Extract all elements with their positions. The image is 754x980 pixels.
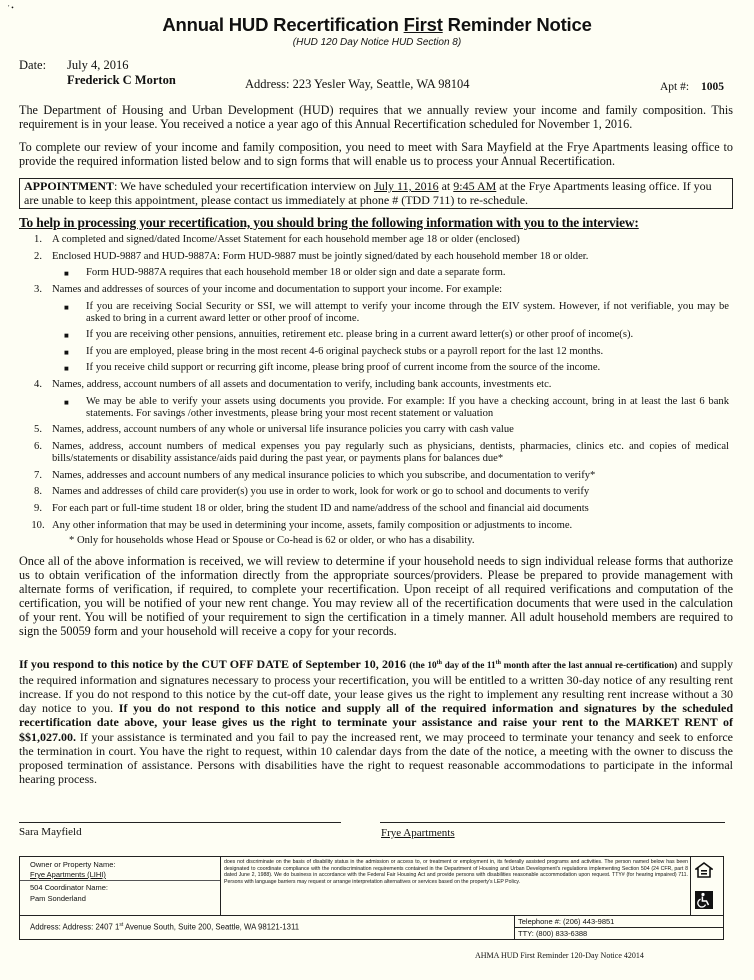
- title-post: Reminder Notice: [442, 14, 592, 35]
- appointment-date: July 11, 2016: [374, 179, 439, 193]
- form-id: AHMA HUD First Reminder 120-Day Notice 42014: [475, 951, 644, 960]
- list-item-text: For each part or full-time student 18 or older, bring the student ID and name/address of the school and financial aid documents: [52, 503, 589, 515]
- review-paragraph: Once all of the above information is received, we will review to determine if your household needs to sign individual release forms that authorize us to obtain verification of the information directly from the appropriate sources/providers. Please be prepared to provide management with alternate forms of verification, if required, to complete your recertification. Upon receipt of all required verifications and computation of the certification, you will be notified of your new rent change. You may review all of the recertification documents that were used in the calculation of your rent. You will be notified of your requirement to sign the certification in a timely manner. All adult household members are required to sign the 50059 form and your household will receive a copy for your records.: [19, 554, 733, 639]
- date-label: Date:: [19, 58, 47, 72]
- cutoff-text-1: and supply the required information and signatures necessary to process your recertification, you will be entitled to a written 30-day notice of any resulting rent increase. If you do not respond to this notice by the cut-off date, your lease gives us the right to implement any resulting rent increase without a 30 day notice to you.: [19, 657, 734, 716]
- signature-line-left: [19, 822, 341, 823]
- list-item: [24, 379, 729, 392]
- list-item-number: 9.: [34, 503, 42, 515]
- list-footnote: * Only for households whose Head or Spouse or Co-head is 62 or older, or who has a disability.: [69, 534, 475, 546]
- footer-divider-h2: [514, 927, 723, 928]
- list-item-number: 4.: [34, 379, 42, 390]
- footer-address: Address: Address: 2407 1st Avenue South, Suite 200, Seattle, WA 98121-1311: [30, 922, 300, 932]
- list-item-number: 1.: [34, 234, 42, 245]
- bullet-icon: ■: [64, 397, 69, 407]
- list-item: [24, 470, 729, 483]
- requirements-list: [24, 234, 729, 547]
- list-item: [24, 486, 729, 499]
- bullet-icon: ■: [64, 302, 69, 312]
- signature-right: Frye Apartments: [381, 827, 455, 839]
- list-item-text: Names, addresses and account numbers of any medical insurance policies to which you subscribe, and documentation to verify*: [52, 469, 596, 481]
- appointment-label: APPOINTMENT: [24, 179, 114, 193]
- tty: TTY: (800) 833-6388: [518, 929, 588, 938]
- page-subtitle: (HUD 120 Day Notice HUD Section 8): [292, 37, 462, 48]
- apt-label: Apt #:: [660, 81, 690, 93]
- title-under: First: [403, 14, 443, 35]
- list-item-text: Enclosed HUD-9887 and HUD-9887A: Form HUD-9887 must be jointly signed/dated by each household member 18 or older.: [52, 250, 589, 262]
- bullet-icon: ■: [64, 347, 69, 357]
- list-item-number: 6.: [34, 440, 42, 452]
- telephone: Telephone #: (206) 443-9851: [518, 917, 615, 926]
- page-title: [0, 14, 754, 36]
- list-item-text: Names, address, account numbers of medical expenses you pay regularly such as physicians, dentists, pharmacies, clinics etc. and copies of medical bills/statements or disability assistance/aids paid during the past year, or payments plans for balances due*: [52, 440, 729, 465]
- list-item-text: Names, address, account numbers of all assets and documentation to verify, including bank accounts, investments etc.: [52, 379, 552, 390]
- address-label: Address:: [30, 922, 61, 932]
- footer-box: [19, 856, 724, 940]
- footer-divider-v3: [690, 857, 691, 915]
- nondiscrimination-notice: does not discriminate on the basis of disability status in the admission or access to, or treatment or employment in, its federally assisted programs and activities. The person named below has been designated to coordinate compliance with the nondiscrimination requirements contained in the Department of Housing and Urban Development's regulations implementing Section 504 (24 CFR, part 8 dated June 2, 1988). We do business in accordance with the Federal Fair Housing Act and provide persons with disabilities reasonable accommodation upon request. TTY# (for hearing impaired) 711. Persons with language barriers may request or arrange interpretation alternatives or services based on the property's LEP Policy.: [224, 859, 688, 885]
- list-item: [24, 520, 729, 533]
- cutoff-small: (the 10th day of the 11th month after the last annual re-certification): [409, 660, 678, 672]
- bullet-icon: ■: [64, 364, 69, 374]
- list-item-number: 5.: [34, 423, 42, 435]
- list-item-number: 3.: [34, 284, 42, 296]
- list-subitem: [64, 301, 729, 326]
- tenant-address: Address: 223 Yesler Way, Seattle, WA 98104: [245, 77, 470, 91]
- appointment-time: 9:45 AM: [453, 179, 497, 193]
- list-item-number: 7.: [34, 469, 42, 481]
- list-item-text: Names and addresses of sources of your income and documentation to support your income. For example:: [52, 284, 503, 296]
- bullet-icon: ■: [64, 269, 69, 279]
- meeting-paragraph: To complete our review of your income and family composition, you need to meet with Sara Mayfield at the Frye Apartments leasing office to provide the required information listed below and to sign forms that will enable us to process your Annual Recertification.: [19, 140, 733, 168]
- appointment-box: [19, 178, 733, 209]
- list-item-text: Names and addresses of child care provider(s) you use in order to work, look for work or go to school and documents to verify: [52, 486, 590, 498]
- list-item: [24, 234, 729, 247]
- appointment-text-2: at: [438, 179, 454, 193]
- footer-divider-h: [20, 915, 723, 916]
- list-subitem: [64, 267, 729, 281]
- list-item-text: Names, address, account numbers of any whole or universal life insurance policies you carry with cash value: [52, 423, 514, 435]
- list-subitem: [64, 329, 729, 343]
- coordinator-label: 504 Coordinator Name:: [30, 883, 108, 892]
- list-subitem: [64, 346, 729, 360]
- list-subitem-text: We may be able to verify your assets using documents you provide. For example: If you have a checking account, bring in at least the last 6 bank statements. For savings /other investments, please bring your most recent statement or valuation: [86, 395, 729, 420]
- list-subitem-text: If you are employed, please bring in the most recent 4-6 original paycheck stubs or a payroll report for the last 12 months.: [86, 345, 604, 357]
- list-subitem-text: If you are receiving Social Security or SSI, we will attempt to verify your income through the EIV system. However, if not verifiable, you may be asked to bring in a current award letter or other proof of income.: [86, 300, 729, 325]
- appointment-text-1: : We have scheduled your recertification interview on: [114, 179, 375, 193]
- list-item: [24, 441, 729, 466]
- footer-divider-v: [220, 857, 221, 915]
- list-item-number: 2.: [34, 250, 42, 262]
- intro-paragraph: The Department of Housing and Urban Development (HUD) requires that we annually review your income and family composition. This requirement is in your lease. You received a notice a year ago of this Annual Recertification scheduled for November 1, 2016.: [19, 103, 733, 131]
- list-heading: To help in processing your recertification, you should bring the following information with you to the interview:: [19, 215, 639, 230]
- list-subitem-text: If you receive child support or recurring gift income, please bring proof of current income from the source of the income.: [86, 362, 601, 374]
- list-item: [24, 503, 729, 516]
- signature-left: Sara Mayfield: [19, 826, 82, 838]
- list-subitem-text: If you are receiving other pensions, annuities, retirement etc. please bring in a current award letter(s) or other proof of income(s).: [86, 328, 634, 340]
- apt-number: 1005: [701, 81, 724, 93]
- list-item-number: 8.: [34, 486, 42, 498]
- owner-label: Owner or Property Name:: [30, 860, 116, 869]
- appointment-text-3: at the Frye Apartments leasing office. If you are unable to keep this appointment, please contact us immediately at phone # (TDD 711) to re-schedule.: [24, 179, 712, 207]
- owner-rule: [20, 880, 220, 881]
- list-subitem: [64, 362, 729, 376]
- address-value: Address: 2407 1: [62, 922, 120, 932]
- list-subitem-text: Form HUD-9887A requires that each household member 18 or older sign and date a separate form.: [86, 267, 506, 279]
- list-item: [24, 424, 729, 437]
- signature-line-right: [380, 822, 725, 823]
- list-item-text: Any other information that may be used in determining your income, assets, family composition or adjustments to income.: [52, 519, 573, 531]
- bullet-icon: ■: [64, 330, 69, 340]
- coordinator-value: Pam Sonderland: [30, 894, 86, 903]
- corner-mark: ′ •: [8, 4, 14, 12]
- cutoff-bold-1: If you respond to this notice by the CUT OFF DATE of September 10, 2016: [19, 657, 407, 672]
- title-pre: Annual HUD Recertification: [162, 14, 404, 35]
- date-value: July 4, 2016: [67, 58, 129, 72]
- equal-housing-icon: [695, 862, 713, 883]
- cutoff-bold-2: If you do not respond to this notice and supply all of the required information and signatures by the scheduled recertification date above, your lease gives us the right to terminate your assistance and raise your rent to the MARKET RENT of $$1,027.00.: [19, 701, 734, 744]
- list-item: [24, 251, 729, 264]
- cutoff-text-2: If your assistance is terminated and you fail to pay the increased rent, we may proceed to terminate your tenancy and seek to enforce the termination in court. You have the right to request, within 10 calendar days from the date of the notice, a meeting with the owner to discuss the proposed termination of assistance. Persons with disabilities have the right to request reasonable accommodations to participate in the informal hearing process.: [19, 729, 733, 786]
- list-subitem: [64, 396, 729, 421]
- accessibility-icon: [695, 891, 713, 914]
- owner-value: Frye Apartments (LIHI): [30, 870, 106, 879]
- list-item-text: A completed and signed/dated Income/Asset Statement for each household member age 18 or older (enclosed): [52, 234, 520, 245]
- cutoff-paragraph: [19, 656, 733, 786]
- tenant-name: Frederick C Morton: [67, 73, 176, 87]
- list-item-number: 10.: [31, 519, 45, 531]
- list-item: [24, 284, 729, 297]
